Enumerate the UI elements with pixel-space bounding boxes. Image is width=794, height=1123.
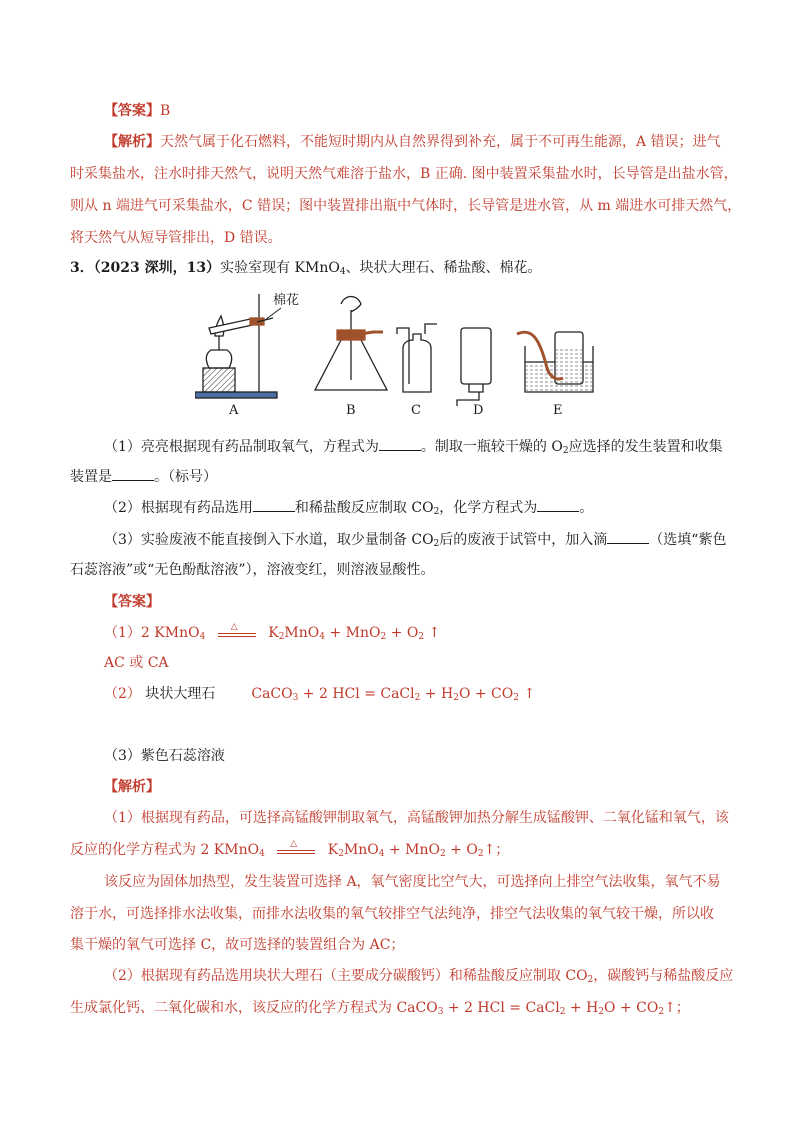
- apparatus-c: [397, 324, 437, 392]
- q1-line-2: 装置是 。（标号）: [70, 466, 730, 487]
- answer-label: 【答案】B: [104, 103, 171, 119]
- label-d: D: [473, 403, 484, 418]
- analysis2-p1-line-3: 该反应为固体加热型，发生装置可选择 A，氧气密度比空气大，可选择向上排空气法收集，氧气不易: [104, 874, 721, 890]
- analysis-line-4: 将天然气从短导管排出，D 错误。: [70, 230, 282, 246]
- label-a: A: [229, 403, 239, 418]
- answer-2-reagent: 块状大理石: [145, 686, 216, 702]
- analysis-line-3: 则从 n 端进气可采集盐水，C 错误；图中装置排出瓶中气体时，长导管是进水管，从 m 端进水可排天然气，: [70, 198, 742, 214]
- answer2-label: 【答案】: [104, 594, 160, 610]
- label-e: E: [553, 403, 563, 418]
- cotton-label: 棉花: [273, 293, 300, 308]
- q3-line-1: （3）实验废液不能直接倒入下水道，取少量制备 $CO_2$后的废液于试管中，加入滴 （选填“紫色: [104, 529, 764, 550]
- heat-condition: △: [218, 626, 256, 640]
- analysis2-p2-line-2: 生成氯化钙、二氧化碳和水，该反应的化学方程式为 CaCO$_3$ + 2 HCl = CaCl$_2$ + $H_2O$ + $CO_2↑$；: [70, 1000, 690, 1017]
- analysis-line-2: 时采集盐水，注水时排天然气，说明天然气难溶于盐水，B 正确. 图中装置采集盐水时，长导管是出盐水管，: [70, 166, 738, 182]
- answer-1-equation: （1）2 KMnO$_4$ △ $K_2MnO_4 + MnO_2 + O_2$ ↑: [104, 622, 441, 642]
- analysis2-p1-line-4: 溶于水，可选择排水法收集，而排水法收集的氧气较排空气法纯净，排空气法收集的氧气较干燥，所以收: [70, 906, 714, 922]
- blank-q2-reagent[interactable]: [253, 497, 295, 512]
- apparatus-d: [457, 328, 491, 406]
- blank-q3-indicator[interactable]: [607, 529, 649, 544]
- apparatus-figure: [195, 288, 595, 418]
- analysis2-label: 【解析】: [104, 779, 160, 795]
- label-b: B: [346, 403, 356, 418]
- analysis2-p1-line-1: （1）根据现有药品，可选择高锰酸钾制取氧气，高锰酸钾加热分解生成锰酸钾、二氧化锰和氧气，该: [104, 810, 729, 826]
- answer-3: （3）紫色石蕊溶液: [104, 748, 225, 764]
- blank-q2-equation[interactable]: [537, 497, 579, 512]
- blank-q1-equation[interactable]: [379, 436, 421, 451]
- analysis2-p2-line-1: （2）根据现有药品选用块状大理石（主要成分碳酸钙）和稀盐酸反应制取 $CO_2$，碳酸钙与稀盐酸反应: [104, 968, 734, 985]
- q2-line: （2）根据现有药品选用 和稀盐酸反应制取 $CO_2$，化学方程式为 。: [104, 497, 764, 518]
- apparatus-e: [517, 332, 593, 392]
- answer-value: B: [160, 103, 171, 119]
- label-c: C: [411, 403, 421, 418]
- answer-1-apparatus: AC 或 CA: [104, 655, 169, 671]
- heat-condition-2: △: [277, 843, 315, 857]
- q3-line-2: 石蕊溶液”或“无色酚酞溶液”），溶液变红，则溶液显酸性。: [70, 562, 435, 578]
- apparatus-b: [315, 297, 387, 391]
- analysis2-p1-line-2: 反应的化学方程式为 2 KMnO$_4$ △ $K_2MnO_4 + MnO_2$ + $O_2↑$；: [70, 839, 510, 859]
- apparatus-a: [195, 294, 277, 398]
- answer-2: （2） 块状大理石 CaCO$_3$ + 2 HCl = CaCl$_2$ + $H_2O + CO_2$ ↑: [104, 686, 536, 703]
- analysis-line-1: 【解析】天然气属于化石燃料，不能短时期内从自然界得到补充，属于不可再生能源，A 错误；进气: [104, 134, 721, 150]
- q1-line-1: （1）亮亮根据现有药品制取氧气，方程式为 。制取一瓶较干燥的 $O_2$应选择的发生装置和收集: [104, 436, 764, 457]
- analysis2-p1-line-5: 集干燥的氧气可选择 C，故可选择的装置组合为 AC；: [70, 937, 405, 953]
- question-stem: 3．（2023 深圳，13）实验室现有 KMnO$_4$、块状大理石、稀盐酸、棉花。: [70, 260, 542, 277]
- blank-q1-apparatus[interactable]: [112, 466, 154, 481]
